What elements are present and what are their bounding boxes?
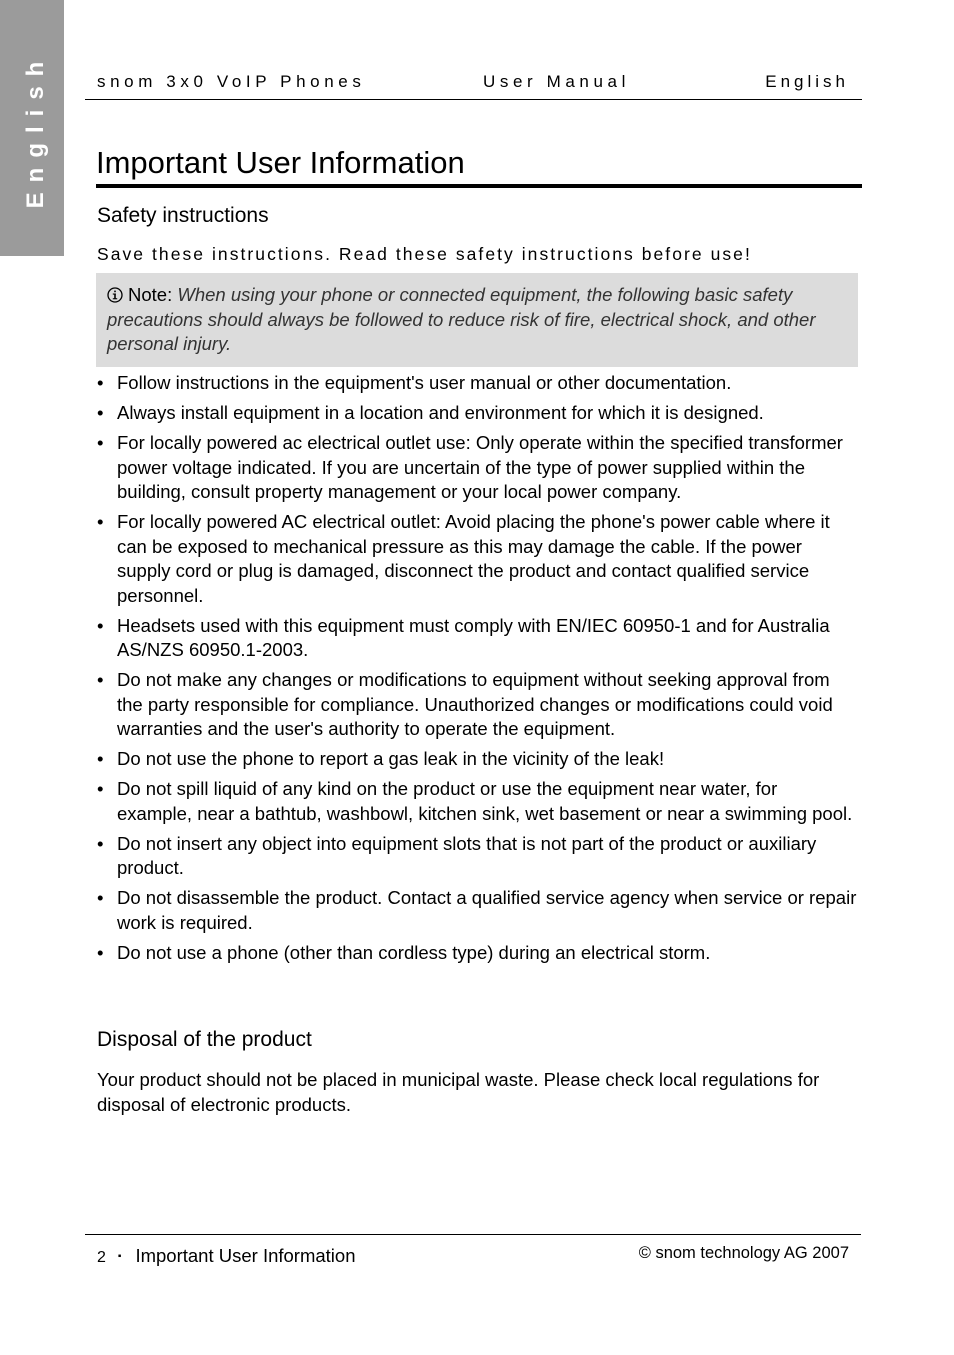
list-item: • Do not spill liquid of any kind on the product or use the equipment near water, for example, near a bathtub, washbowl, kitchen sink, wet basement or near a swimming pool.	[97, 777, 857, 826]
footer-copyright: © snom technology AG 2007	[638, 1244, 849, 1262]
safety-instructions-heading: Safety instructions	[97, 204, 269, 227]
info-circle-icon	[107, 287, 123, 303]
safety-instructions-list	[97, 371, 857, 971]
footer-section-title: Important User Information	[135, 1245, 356, 1266]
page-title: Important User Information	[96, 145, 465, 180]
disposal-heading: Disposal of the product	[97, 1028, 312, 1051]
list-item: • Follow instructions in the equipment's user manual or other documentation.	[97, 371, 857, 396]
note-label: Note:	[128, 284, 173, 305]
page-number: 2	[97, 1249, 106, 1266]
safety-warning: Save these instructions. Read these safety instructions before use!	[97, 244, 752, 264]
header-document-type: User Manual	[483, 72, 630, 91]
list-item: • Headsets used with this equipment must comply with EN/IEC 60950-1 and for Australia AS/NZS 60950.1-2003.	[97, 614, 857, 663]
header-divider	[85, 99, 862, 100]
list-item: • For locally powered ac electrical outlet use: Only operate within the specified transformer power voltage indicated. If you are uncertain of the type of power supplied within the building, consult property management or your local power company.	[97, 431, 857, 505]
note-text: When using your phone or connected equipment, the following basic safety precautions should always be followed to reduce risk of fire, electrical shock, and other personal injury.	[107, 284, 816, 354]
list-item: • For locally powered AC electrical outlet: Avoid placing the phone's power cable where it can be exposed to mechanical pressure as this may damage the cable. If the power supply cord or plug is damaged, disconnect the product and contact qualified service personnel.	[97, 510, 857, 608]
list-item: • Do not insert any object into equipment slots that is not part of the product or auxiliary product.	[97, 832, 857, 881]
language-side-tab-label: English	[22, 51, 49, 209]
footer-section	[97, 1245, 355, 1267]
footer-separator: ▪	[117, 1251, 122, 1262]
language-side-tab	[0, 0, 64, 256]
title-underline	[96, 184, 862, 188]
footer-divider	[85, 1234, 861, 1235]
running-header	[97, 72, 849, 94]
list-item: • Do not use the phone to report a gas leak in the vicinity of the leak!	[97, 747, 857, 772]
list-item: • Do not disassemble the product. Contact a qualified service agency when service or repair work is required.	[97, 886, 857, 935]
header-language: English	[765, 72, 849, 91]
list-item: • Always install equipment in a location and environment for which it is designed.	[97, 401, 857, 426]
list-item: • Do not make any changes or modifications to equipment without seeking approval from the party responsible for compliance. Unauthorized changes or modifications could void warranties and the user's authority to operate the equipment.	[97, 668, 857, 742]
disposal-text: Your product should not be placed in municipal waste. Please check local regulations for disposal of electronic products.	[97, 1069, 820, 1115]
list-item: • Do not use a phone (other than cordless type) during an electrical storm.	[97, 941, 857, 966]
header-product-name: snom 3x0 VoIP Phones	[97, 72, 366, 91]
note-box	[96, 273, 858, 367]
